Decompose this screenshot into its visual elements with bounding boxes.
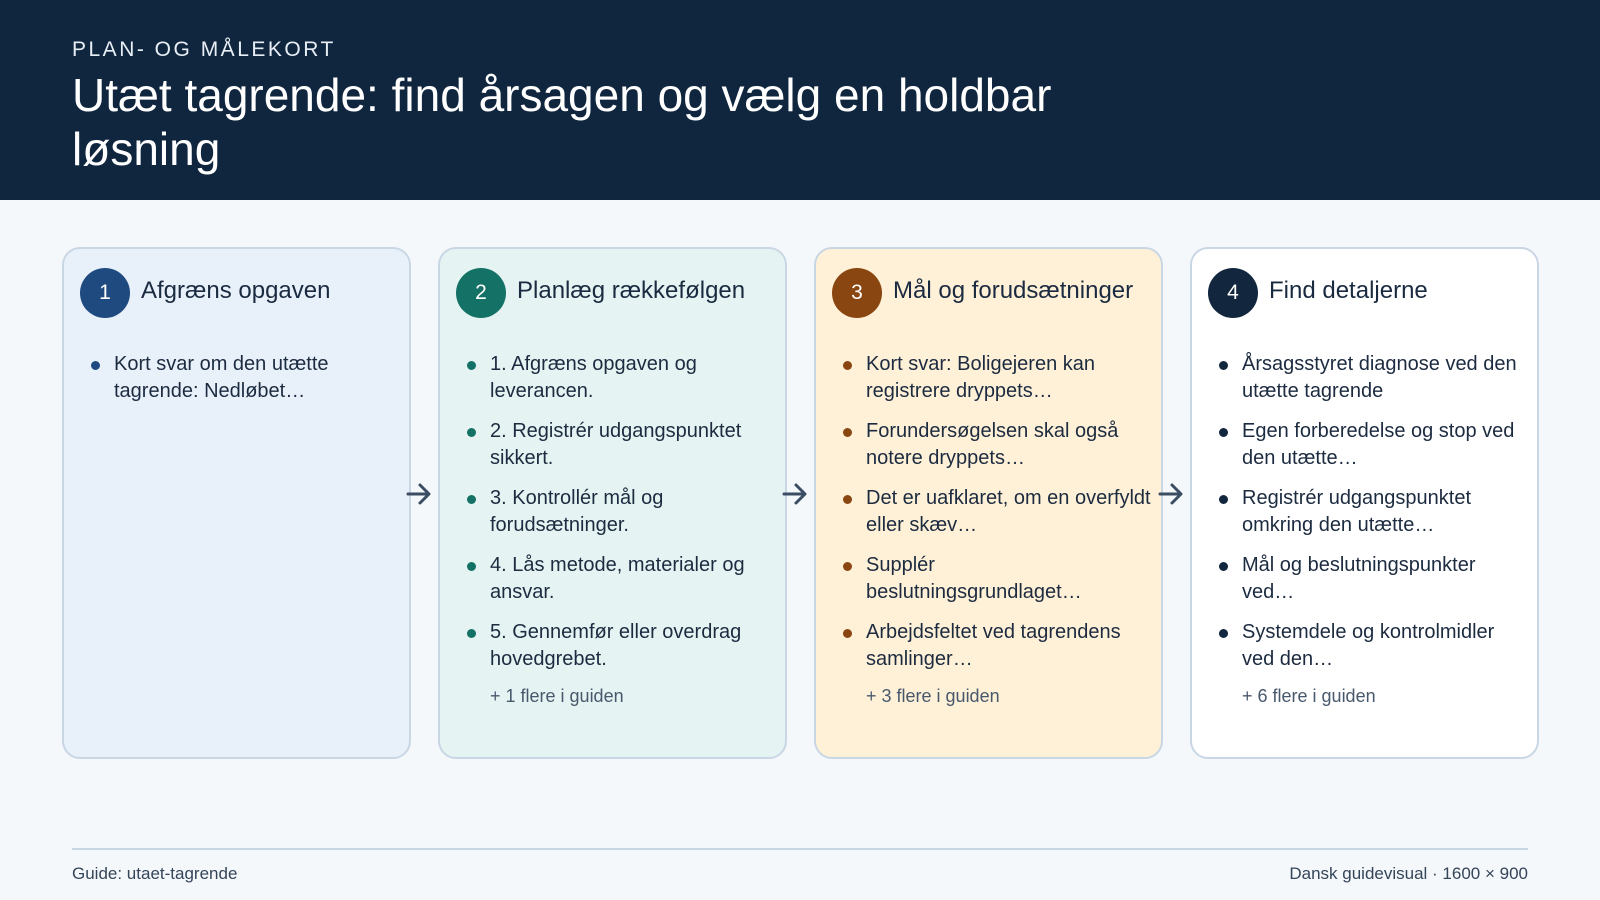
step-item-list	[466, 351, 776, 707]
step-title: Planlæg rækkefølgen	[517, 277, 746, 304]
bullet-dot-icon	[843, 495, 852, 504]
step-item-list	[90, 351, 400, 418]
bullet-dot-icon	[467, 562, 476, 571]
bullet-dot-icon	[467, 495, 476, 504]
bullet-dot-icon	[1219, 562, 1228, 571]
bullet-dot-icon	[843, 428, 852, 437]
step-number-badge: 3	[832, 268, 882, 318]
footer-guide-label: Guide: utaet-tagrende	[72, 864, 238, 883]
step-card-2	[438, 247, 787, 759]
list-item-text: 4. Lås metode, materialer og ansvar.	[490, 554, 745, 603]
step-number-badge: 1	[80, 268, 130, 318]
arrow-right-icon	[781, 479, 809, 509]
list-item-text: Det er uafklaret, om en overfyldt eller skæv…	[866, 487, 1151, 536]
step-number-badge: 2	[456, 268, 506, 318]
list-item-text: 3. Kontrollér mål og forudsætninger.	[490, 487, 664, 536]
list-item	[1218, 619, 1528, 673]
bullet-dot-icon	[467, 629, 476, 638]
bullet-dot-icon	[843, 629, 852, 638]
step-item-list	[1218, 351, 1528, 707]
bullet-dot-icon	[1219, 629, 1228, 638]
bullet-dot-icon	[843, 361, 852, 370]
list-item-text: 5. Gennemfør eller overdrag hovedgrebet.	[490, 621, 742, 670]
list-item-text: 2. Registrér udgangspunktet sikkert.	[490, 420, 742, 469]
list-item	[90, 351, 400, 405]
list-item-text: Mål og beslutningspunkter ved…	[1242, 554, 1476, 603]
step-title: Find detaljerne	[1269, 277, 1428, 304]
bullet-dot-icon	[1219, 361, 1228, 370]
more-in-guide-note: + 3 flere i guiden	[866, 686, 1000, 706]
list-item-text: Systemdele og kontrolmidler ved den…	[1242, 621, 1495, 670]
list-item	[1218, 485, 1528, 539]
list-item-text: Årsagsstyret diagnose ved den utætte tagrende	[1242, 353, 1517, 402]
header-banner	[0, 0, 1600, 200]
list-item-text: Kort svar: Boligejeren kan registrere dryppets…	[866, 353, 1096, 402]
arrow-right-icon	[405, 479, 433, 509]
list-item-text: Forundersøgelsen skal også notere dryppets…	[866, 420, 1119, 469]
list-item	[842, 552, 1152, 606]
list-item-text: Supplér beslutningsgrundlaget…	[866, 554, 1082, 603]
step-item-list	[842, 351, 1152, 707]
step-title: Afgræns opgaven	[141, 277, 331, 304]
list-item-text: 1. Afgræns opgaven og leverancen.	[490, 353, 697, 402]
list-item	[842, 351, 1152, 405]
list-item	[466, 351, 776, 405]
footer-meta-label: Dansk guidevisual · 1600 × 900	[1289, 864, 1528, 883]
step-card-1	[62, 247, 411, 759]
list-item	[466, 552, 776, 606]
list-item	[1218, 351, 1528, 405]
list-item-text: Egen forberedelse og stop ved den utætte…	[1242, 420, 1515, 469]
more-in-guide-note: + 6 flere i guiden	[1242, 686, 1376, 706]
bullet-dot-icon	[91, 361, 100, 370]
bullet-dot-icon	[1219, 428, 1228, 437]
page-title: Utæt tagrende: find årsagen og vælg en holdbar løsning	[72, 69, 1052, 175]
list-item	[1218, 552, 1528, 606]
step-card-3	[814, 247, 1163, 759]
bullet-dot-icon	[843, 562, 852, 571]
list-item	[842, 485, 1152, 539]
step-number-badge: 4	[1208, 268, 1258, 318]
eyebrow-label: PLAN- OG MÅLEKORT	[72, 38, 336, 61]
list-item	[1218, 418, 1528, 472]
bullet-dot-icon	[467, 428, 476, 437]
footer-divider	[72, 848, 1528, 850]
list-item	[466, 619, 776, 673]
list-item-text: Kort svar om den utætte tagrende: Nedløbet…	[114, 353, 329, 402]
list-item	[466, 485, 776, 539]
more-in-guide-note: + 1 flere i guiden	[490, 686, 624, 706]
arrow-right-icon	[1157, 479, 1185, 509]
step-cards	[62, 247, 1540, 759]
step-title: Mål og forudsætninger	[893, 277, 1134, 304]
list-item-text: Arbejdsfeltet ved tagrendens samlinger…	[866, 621, 1121, 670]
list-item	[466, 418, 776, 472]
bullet-dot-icon	[1219, 495, 1228, 504]
bullet-dot-icon	[467, 361, 476, 370]
list-item-text: Registrér udgangspunktet omkring den utætte…	[1242, 487, 1472, 536]
step-card-4	[1190, 247, 1539, 759]
list-item	[842, 418, 1152, 472]
list-item	[842, 619, 1152, 673]
